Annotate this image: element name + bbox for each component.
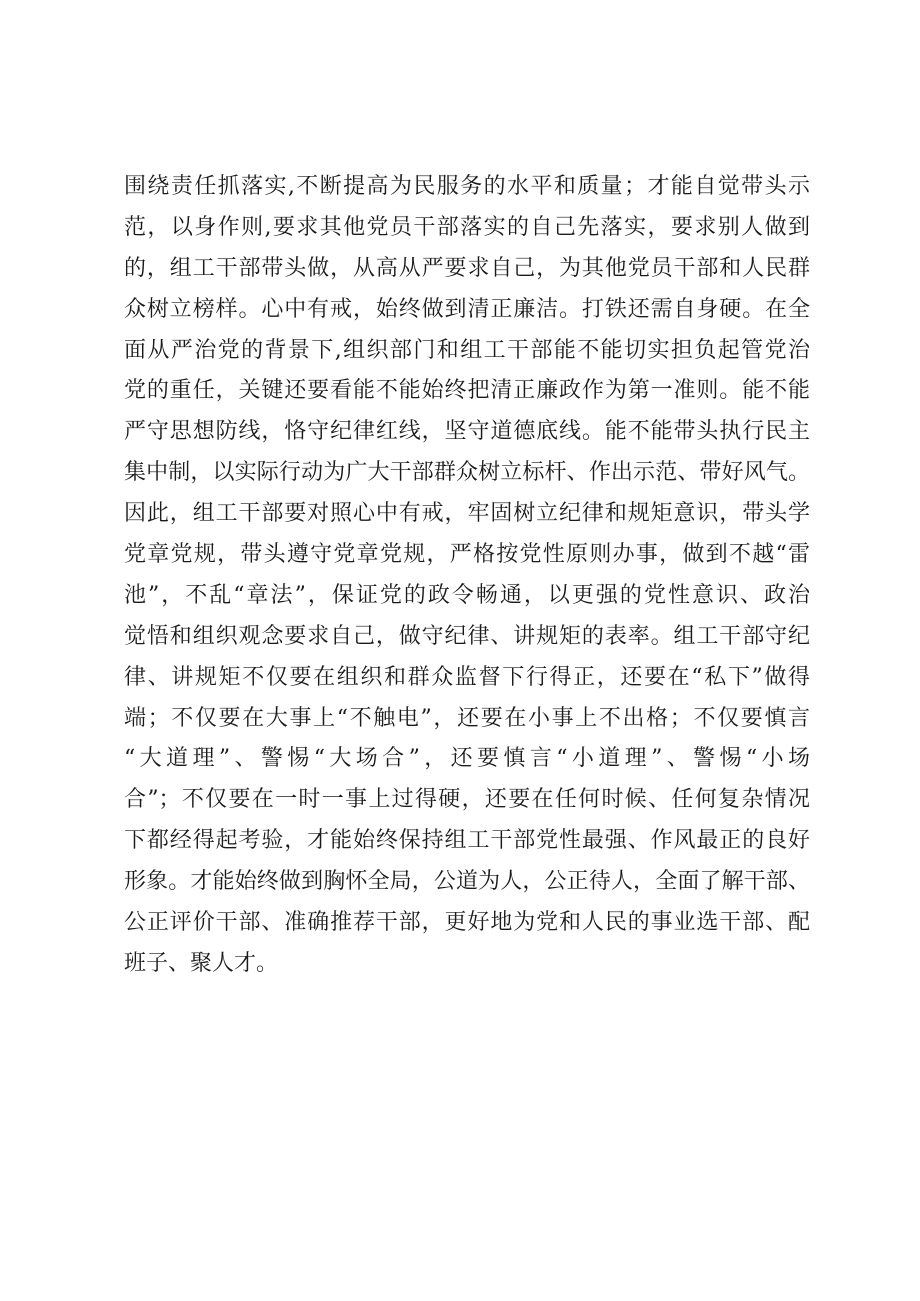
text-line: 范，以身作则,要求其他党员干部落实的自己先落实，要求别人做到 (124, 214, 810, 240)
text-line: 集中制，以实际行动为广大干部群众树立标杆、作出示范、带好风气。 (124, 460, 810, 486)
text-line: 律、讲规矩不仅要在组织和群众监督下行得正，还要在“私下”做得 (124, 664, 810, 690)
text-line: 严守思想防线，恪守纪律红线，坚守道德底线。能不能带头执行民主 (124, 419, 810, 445)
text-line: 端；不仅要在大事上“不触电”，还要在小事上不出格；不仅要慎言 (124, 705, 810, 731)
text-line: 围绕责任抓落实,不断提高为民服务的水平和质量；才能自觉带头示 (124, 174, 810, 199)
text-line: 公正评价干部、准确推荐干部，更好地为党和人民的事业选干部、配 (124, 910, 810, 936)
text-line: 合”；不仅要在一时一事上过得硬，还要在任何时候、任何复杂情况 (124, 787, 810, 813)
text-line: 的，组工干部带头做，从高从严要求自己，为其他党员干部和人民群 (124, 255, 810, 281)
text-line: 班子、聚人才。 (124, 950, 279, 976)
text-line: “大道理”、警惕“大场合”，还要慎言“小道理”、警惕“小场 (124, 746, 810, 772)
text-line: 党的重任，关键还要看能不能始终把清正廉政作为第一准则。能不能 (124, 378, 810, 404)
text-line: 觉悟和组织观念要求自己，做守纪律、讲规矩的表率。组工干部守纪 (124, 623, 810, 649)
text-line: 形象。才能始终做到胸怀全局，公道为人，公正待人，全面了解干部、 (124, 869, 810, 895)
body-paragraph (124, 167, 810, 985)
text-line: 面从严治党的背景下,组织部门和组工干部能不能切实担负起管党治 (124, 337, 810, 363)
text-line: 众树立榜样。心中有戒，始终做到清正廉洁。打铁还需自身硬。在全 (124, 296, 810, 322)
text-line: 党章党规，带头遵守党章党规，严格按党性原则办事，做到不越“雷 (124, 542, 810, 568)
text-line: 池”，不乱“章法”，保证党的政令畅通，以更强的党性意识、政治 (124, 582, 810, 608)
text-line: 因此，组工干部要对照心中有戒，牢固树立纪律和规矩意识，带头学 (124, 501, 810, 527)
text-line: 下都经得起考验，才能始终保持组工干部党性最强、作风最正的良好 (124, 828, 810, 854)
